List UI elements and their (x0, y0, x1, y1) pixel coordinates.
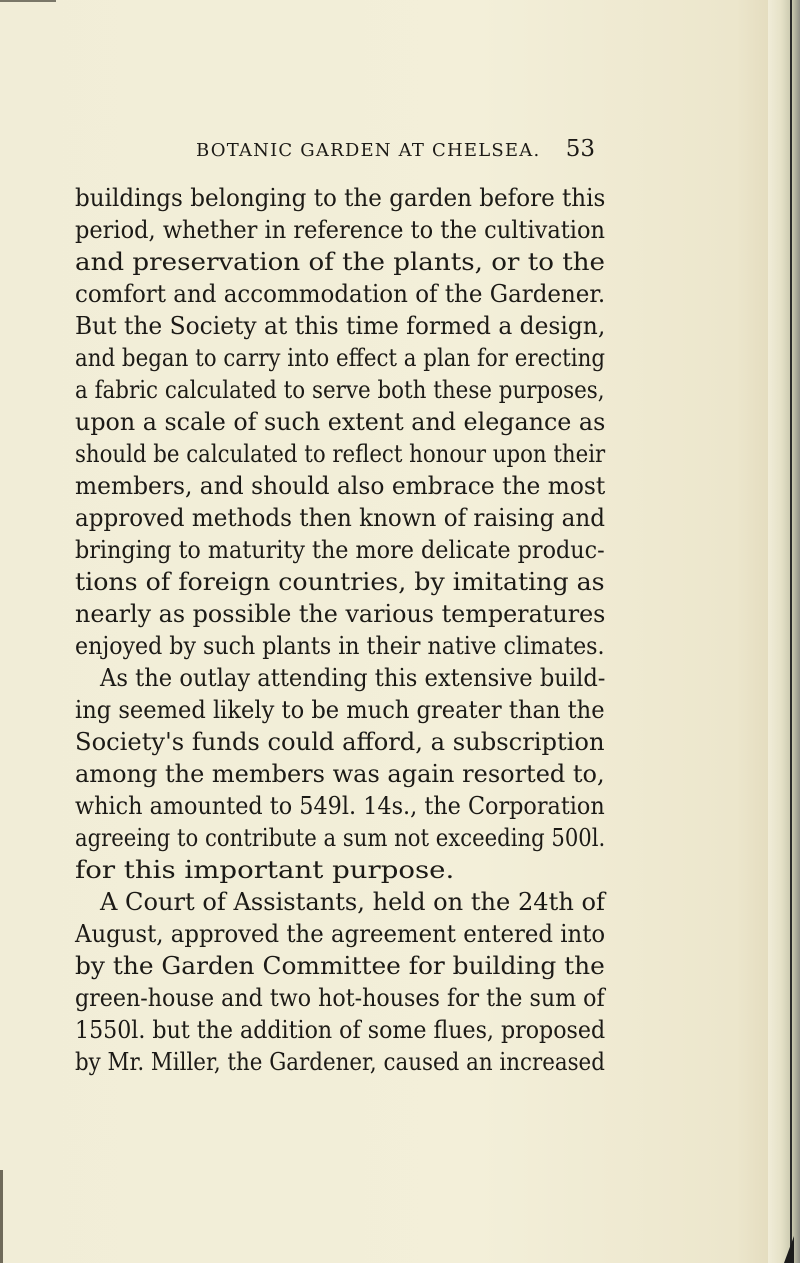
text-line: upon a scale of such extent and elegance as (75, 408, 606, 436)
text-line: enjoyed by such plants in their native climates. (75, 632, 605, 660)
text-line: tions of foreign countries, by imitating as (75, 568, 605, 596)
corner-mark (784, 1236, 794, 1263)
text-line: by Mr. Miller, the Gardener, caused an increased (75, 1048, 605, 1076)
text-line: comfort and accommodation of the Gardener. (75, 280, 606, 308)
page-edge-shadow (768, 0, 800, 1263)
text-line: 1550l. but the addition of some flues, proposed (75, 1016, 606, 1044)
text-line: But the Society at this time formed a design, (75, 312, 606, 340)
paragraph-start-line: A Court of Assistants, held on the 24th of (100, 888, 605, 916)
text-line: members, and should also embrace the most (75, 472, 606, 500)
text-line: period, whether in reference to the cultivation (75, 216, 605, 244)
page-edge-line (790, 0, 792, 1263)
text-line: a fabric calculated to serve both these purposes, (75, 376, 605, 404)
text-line: ing seemed likely to be much greater than the (75, 696, 605, 724)
text-line: agreeing to contribute a sum not exceeding 500l. (75, 824, 606, 852)
text-line: and preservation of the plants, or to the (75, 248, 606, 276)
running-title: BOTANIC GARDEN AT CHELSEA. (196, 140, 541, 161)
text-line: green-house and two hot-houses for the sum of (75, 984, 605, 1012)
text-line: for this important purpose. (75, 856, 455, 884)
text-line: bringing to maturity the more delicate produc- (75, 536, 605, 564)
text-line: buildings belonging to the garden before this (75, 184, 606, 212)
top-edge-line (0, 0, 56, 2)
page-number: 53 (565, 136, 595, 162)
page-header (75, 136, 595, 168)
text-line: should be calculated to reflect honour upon their (75, 440, 606, 468)
text-line: Society's funds could afford, a subscription (75, 728, 605, 756)
paragraph-start-line: As the outlay attending this extensive build- (100, 664, 606, 692)
text-line: which amounted to 549l. 14s., the Corporation (75, 792, 605, 820)
left-margin-mark (0, 1170, 3, 1263)
text-line: nearly as possible the various temperatures (75, 600, 606, 628)
text-line: and began to carry into effect a plan for erecting (75, 344, 605, 372)
text-line: August, approved the agreement entered into (75, 920, 606, 948)
text-line: approved methods then known of raising and (75, 504, 605, 532)
text-line: by the Garden Committee for building the (75, 952, 605, 980)
text-line: among the members was again resorted to, (75, 760, 605, 788)
